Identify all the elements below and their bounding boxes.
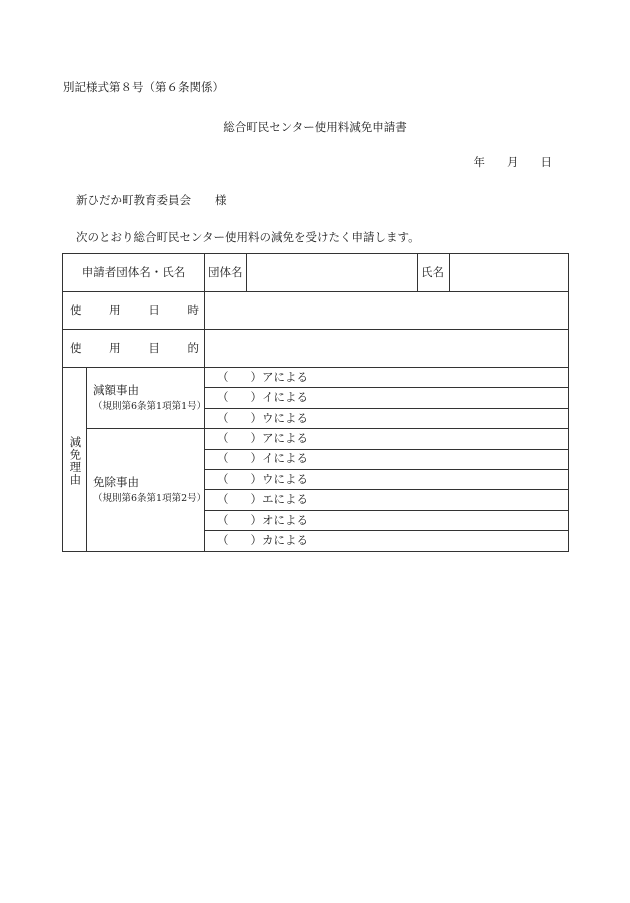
usage-datetime-char: 時 [187, 302, 199, 317]
exemption-option-row [63, 429, 569, 449]
reduction-reason-cell [87, 368, 205, 429]
date-line [474, 157, 553, 169]
addressee [76, 195, 227, 207]
applicant-label: 申請者団体名・氏名 [63, 254, 205, 292]
reduction-option-a[interactable]: （ ）アによる [205, 368, 569, 388]
addressee-honorific: 様 [215, 193, 227, 207]
usage-purpose-char: 使 [70, 340, 82, 355]
exemption-reason-cell [87, 429, 205, 551]
usage-purpose-char: 用 [109, 340, 121, 355]
form-number: 別記様式第８号（第６条関係） [63, 80, 224, 94]
reduction-rule-ref: （規則第6条第1項第1号） [93, 400, 207, 412]
exemption-rule-ref: （規則第6条第1項第2号） [93, 492, 207, 504]
reduction-option-row [63, 368, 569, 388]
usage-datetime-char: 日 [148, 302, 160, 317]
exemption-option-e[interactable]: （ ）エによる [205, 490, 569, 510]
applicant-row [63, 254, 569, 292]
usage-datetime-field[interactable] [205, 292, 569, 330]
usage-datetime-char: 使 [70, 302, 82, 317]
date-day-label: 日 [540, 155, 552, 169]
date-year-label: 年 [473, 155, 485, 169]
exemption-title: 免除事由 [93, 474, 139, 489]
date-month-label: 月 [507, 155, 519, 169]
exemption-option-ka[interactable]: （ ）カによる [205, 531, 569, 551]
usage-purpose-row [63, 330, 569, 368]
usage-purpose-char: 目 [148, 340, 160, 355]
person-name-label: 氏名 [418, 254, 450, 292]
group-name-label: 団体名 [205, 254, 247, 292]
reduction-title: 減額事由 [93, 382, 139, 397]
exemption-option-u[interactable]: （ ）ウによる [205, 469, 569, 489]
usage-purpose-char: 的 [187, 340, 199, 355]
reduction-option-i[interactable]: （ ）イによる [205, 388, 569, 408]
person-name-field[interactable] [450, 254, 569, 292]
reduction-option-u[interactable]: （ ）ウによる [205, 408, 569, 428]
usage-datetime-row [63, 292, 569, 330]
document-title: 総合町民センター使用料減免申請書 [223, 120, 407, 134]
usage-purpose-field[interactable] [205, 330, 569, 368]
usage-purpose-label [63, 330, 205, 368]
application-statement: 次のとおり総合町民センター使用料の減免を受けたく申請します。 [76, 230, 420, 244]
group-name-field[interactable] [247, 254, 418, 292]
reason-label: 減免理由 [63, 368, 87, 552]
usage-datetime-char: 用 [109, 302, 121, 317]
exemption-option-a[interactable]: （ ）アによる [205, 429, 569, 449]
exemption-option-i[interactable]: （ ）イによる [205, 449, 569, 469]
usage-datetime-label [63, 292, 205, 330]
exemption-option-o[interactable]: （ ）オによる [205, 510, 569, 530]
addressee-name: 新ひだか町教育委員会 [76, 193, 191, 207]
application-table [62, 253, 569, 552]
